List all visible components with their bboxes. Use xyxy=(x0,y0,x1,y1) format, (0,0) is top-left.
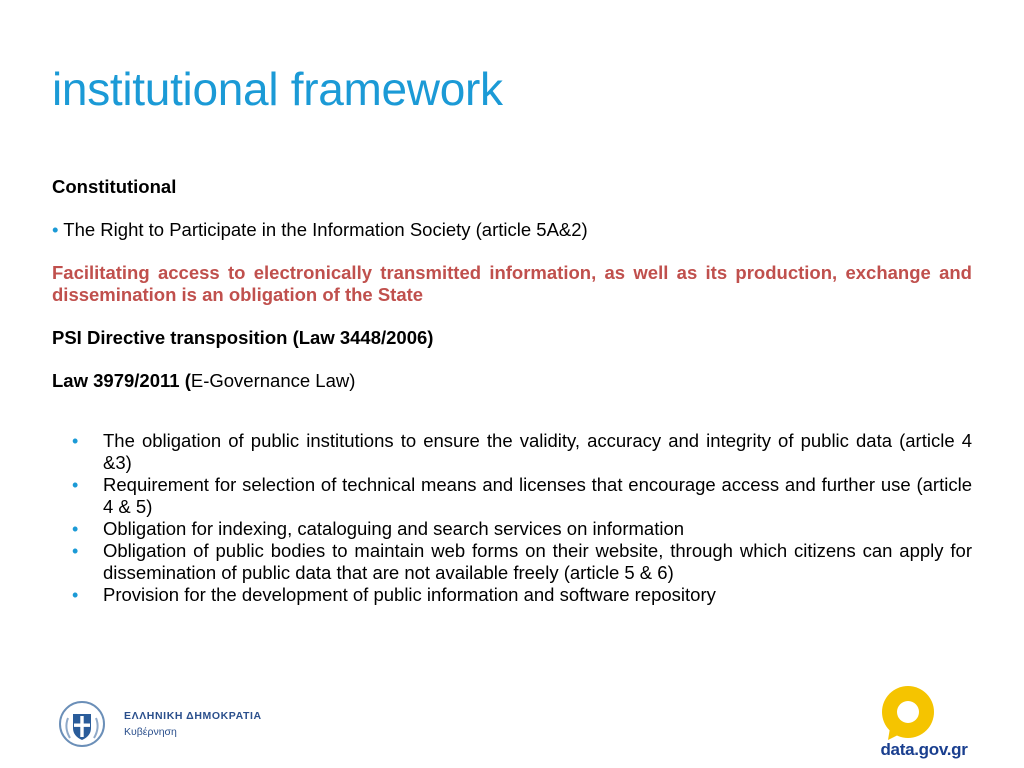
bullet-icon: • xyxy=(72,585,79,605)
bullet-icon: • xyxy=(72,431,79,451)
law-subtitle: E-Governance Law) xyxy=(190,370,356,391)
list-item xyxy=(52,474,972,518)
list-item xyxy=(52,584,972,606)
government-label xyxy=(124,710,262,738)
psi-heading: PSI Directive transposition (Law 3448/2006) xyxy=(52,327,434,348)
list-item-text: Obligation of public bodies to maintain web forms on their website, through which citizens can apply for dissemination of public data that are not available freely (article 5 & 6) xyxy=(103,540,972,583)
list-item-text: The obligation of public institutions to ensure the validity, accuracy and integrity of public data (article 4 &3) xyxy=(103,430,972,473)
law-number: Law 3979/2011 ( xyxy=(52,370,191,391)
constitutional-bullet-text: The Right to Participate in the Information Society (article 5A&2) xyxy=(58,219,588,240)
greek-emblem-icon xyxy=(58,698,106,750)
list-item xyxy=(52,518,972,540)
slide-content xyxy=(52,176,972,606)
law-heading xyxy=(52,370,972,392)
list-item-text: Provision for the development of public information and software repository xyxy=(103,584,716,605)
datagov-wordmark: data.gov.gr xyxy=(880,740,968,759)
constitutional-heading: Constitutional xyxy=(52,176,177,197)
page-title: institutional framework xyxy=(52,63,503,115)
gov-name: ΕΛΛΗΝΙΚΗ ΔΗΜΟΚΡΑΤΙΑ xyxy=(124,710,262,722)
list-item-text: Obligation for indexing, cataloguing and search services on information xyxy=(103,518,685,539)
list-item-text: Requirement for selection of technical means and licenses that encourage access and further use (article 4 & 5) xyxy=(103,474,972,517)
bullet-icon: • xyxy=(72,541,79,561)
gov-sub: Κυβέρνηση xyxy=(124,726,177,738)
obligations-list xyxy=(52,430,972,606)
state-obligation-highlight: Facilitating access to electronically transmitted information, as well as its production, exchange and dissemination is an obligation of the State xyxy=(52,262,972,305)
bullet-icon: • xyxy=(72,475,79,495)
bullet-icon: • xyxy=(72,519,79,539)
list-item xyxy=(52,540,972,584)
list-item xyxy=(52,430,972,474)
constitutional-bullet xyxy=(52,219,972,241)
bullet-icon: • xyxy=(52,219,59,240)
